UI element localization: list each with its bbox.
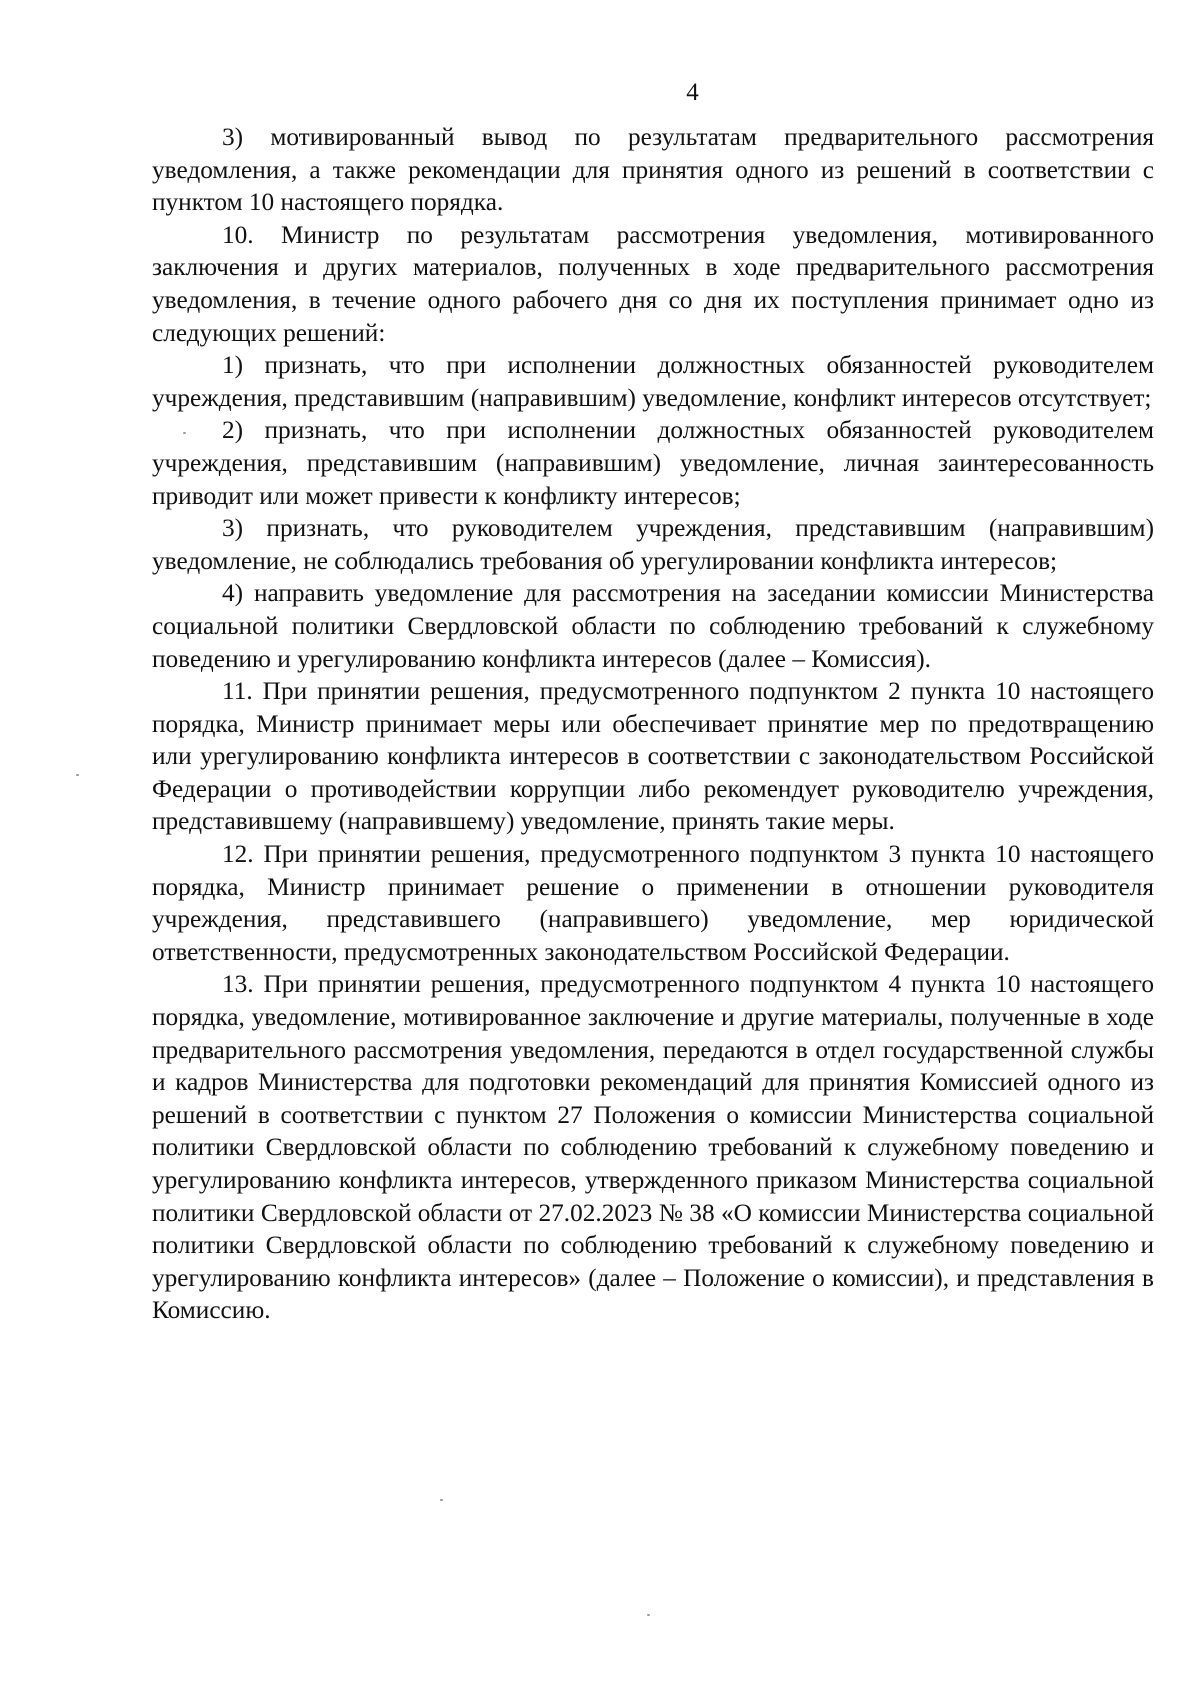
paragraph-10: 10. Министр по результатам рассмотрения уведомления, мотивированного заключения и других материалов, полученных в ходе предварительного рассмотрения уведомления, в течение одного рабочего дня со дня их поступления принимает одно из следующих решений: (152, 220, 1154, 347)
page-number: 4 (686, 79, 699, 106)
document-body (152, 121, 1154, 1327)
paragraph-12: 12. При принятии решения, предусмотренного подпунктом 3 пункта 10 настоящего порядка, Министр принимает решение о применении в отношении руководителя учреждения, представившего (направившего) уведомление, мер юридической ответственности, предусмотренных законодательством Российской Федерации. (152, 840, 1154, 966)
paragraph-13: 13. При принятии решения, предусмотренного подпунктом 4 пункта 10 настоящего порядка, уведомление, мотивированное заключение и другие материалы, полученные в ходе предварительного рассмотрения уведомления, передаются в отдел государственной службы и кадров Министерства для подготовки рекомендаций для принятия Комиссией одного из решений в соответствии с пунктом 27 Положения о комиссии Министерства социальной политики Свердловской области по соблюдению требований к служебному поведению и урегулированию конфликта интересов, утвержденного приказом Министерства социальной политики Свердловской области от 27.02.2023 № 38 «О комиссии Министерства социальной политики Свердловской области по соблюдению требований к служебному поведению и урегулированию конфликта интересов» (далее – Положение о комиссии), и представления в Комиссию. (152, 970, 1154, 1325)
paragraph-11: 11. При принятии решения, предусмотренного подпунктом 2 пункта 10 настоящего порядка, Министр принимает меры или обеспечивает принятие мер по предотвращению или урегулированию конфликта интересов в соответствии с законодательством Российской Федерации о противодействии коррупции либо рекомендует руководителю учреждения, представившему (направившему) уведомление, принять такие меры. (152, 677, 1154, 836)
paragraph-item-3-conclusion: 3) мотивированный вывод по результатам предварительного рассмотрения уведомления, а также рекомендации для принятия одного из решений в соответствии с пунктом 10 настоящего порядка. (152, 123, 1154, 217)
paragraph-10-item-3: 3) признать, что руководителем учреждения, представившим (направившим) уведомление, не соблюдались требования об урегулировании конфликта интересов; (152, 514, 1154, 575)
paragraph-10-item-1: 1) признать, что при исполнении должностных обязанностей руководителем учреждения, представившим (направившим) уведомление, конфликт интересов отсутствует; (152, 351, 1154, 412)
scan-speck (76, 774, 79, 776)
scan-speck (647, 1614, 650, 1616)
paragraph-10-item-4: 4) направить уведомление для рассмотрения на заседании комиссии Министерства социальной политики Свердловской области по соблюдению требований к служебному поведению и урегулированию конфликта интересов (далее – Комиссия). (152, 579, 1154, 673)
scan-speck (183, 432, 186, 434)
paragraph-10-item-2: 2) признать, что при исполнении должностных обязанностей руководителем учреждения, представившим (направившим) уведомление, личная заинтересованность приводит или может привести к конфликту интересов; (152, 416, 1154, 510)
scan-speck (440, 1499, 443, 1501)
